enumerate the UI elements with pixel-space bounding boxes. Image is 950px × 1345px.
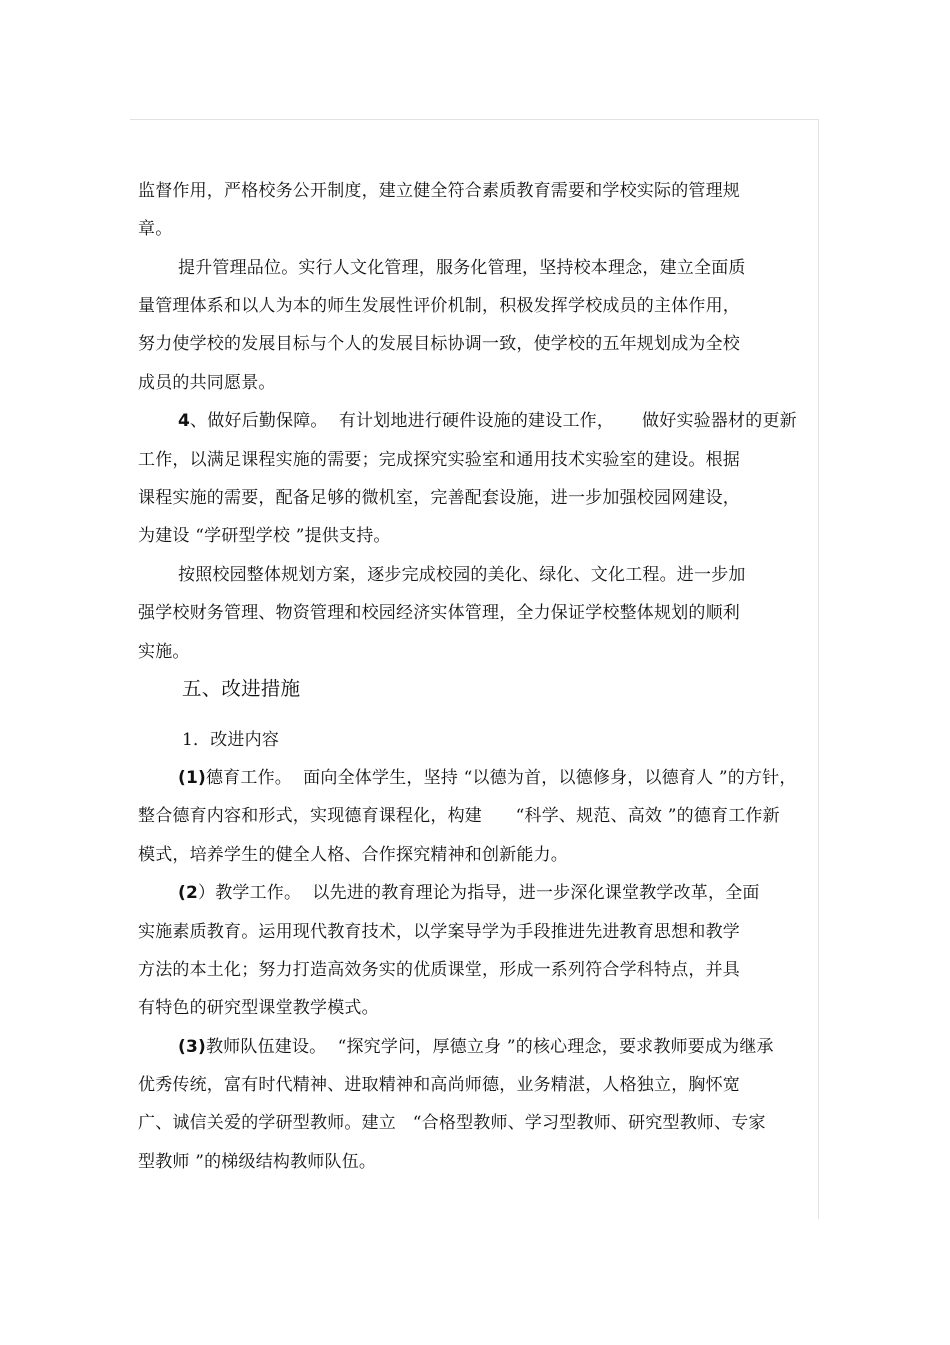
text-line: 整合德育内容和形式，实现德育课程化，构建 “科学、规范、高效 ”的德育工作新	[138, 806, 780, 826]
text-line: 课程实施的需要，配备足够的微机室，完善配套设施，进一步加强校园网建设，	[138, 488, 740, 508]
text-line: 监督作用，严格校务公开制度，建立健全符合素质教育需要和学校实际的管理规	[138, 181, 740, 201]
text-line: 为建设 “学研型学校 ”提供支持。	[138, 526, 391, 546]
text-line: 工作，以满足课程实施的需要；完成探究实验室和通用技术实验室的建设。根据	[138, 450, 740, 470]
text-line: 广、诚信关爱的学研型教师。建立 “合格型教师、学习型教师、研究型教师、专家	[138, 1113, 766, 1133]
text-line: 实施。	[138, 642, 190, 662]
text-line: 量管理体系和以人为本的师生发展性评价机制，积极发挥学校成员的主体作用，	[138, 296, 740, 316]
item-text: 、做好后勤保障。 有计划地进行硬件设施的建设工作， 做好实验器材的更新	[190, 411, 797, 431]
text-line: 实施素质教育。运用现代教育技术，以学案导学为手段推进先进教育思想和教学	[138, 922, 740, 942]
item-number: (1)	[178, 768, 206, 788]
text-line: 有特色的研究型课堂教学模式。	[138, 998, 379, 1018]
paragraph-first-line: 提升管理品位。实行人文化管理，服务化管理，坚持校本理念，建立全面质	[178, 258, 746, 278]
paragraph-first-line	[178, 767, 797, 789]
text-line: 章。	[138, 219, 173, 239]
text-line: 型教师 ”的梯级结构教师队伍。	[138, 1152, 377, 1172]
item-text: 教师队伍建设。 “探究学问，厚德立身 ”的核心理念，要求教师要成为继承	[205, 1037, 774, 1057]
item-number: (2	[178, 883, 198, 903]
page-top-border	[130, 119, 818, 120]
text-line: 优秀传统，富有时代精神、进取精神和高尚师德，业务精湛，人格独立，胸怀宽	[138, 1075, 740, 1095]
text-line: 模式，培养学生的健全人格、合作探究精神和创新能力。	[138, 845, 568, 865]
item-number: (3)	[178, 1037, 206, 1057]
paragraph-first-line	[178, 1036, 774, 1058]
page-right-border	[818, 119, 819, 1219]
item-text: ）教学工作。 以先进的教育理论为指导，进一步深化课堂教学改革，全面	[198, 883, 760, 903]
text-line: 努力使学校的发展目标与个人的发展目标协调一致，使学校的五年规划成为全校	[138, 334, 740, 354]
paragraph-first-line	[178, 410, 797, 432]
paragraph-first-line: 按照校园整体规划方案，逐步完成校园的美化、绿化、文化工程。进一步加	[178, 565, 746, 585]
item-text: 德育工作。 面向全体学生，坚持 “以德为首，以德修身，以德育人 ”的方针，	[205, 768, 797, 788]
item-number: 4	[178, 411, 191, 431]
text-line: 成员的共同愿景。	[138, 373, 276, 393]
text-line: 方法的本土化；努力打造高效务实的优质课堂，形成一系列符合学科特点，并具	[138, 960, 740, 980]
paragraph-first-line	[178, 882, 760, 904]
section-heading: 五、改进措施	[182, 677, 301, 700]
text-line: 强学校财务管理、物资管理和校园经济实体管理，全力保证学校整体规划的顺利	[138, 603, 740, 623]
subsection-heading: 1．改进内容	[182, 730, 280, 750]
